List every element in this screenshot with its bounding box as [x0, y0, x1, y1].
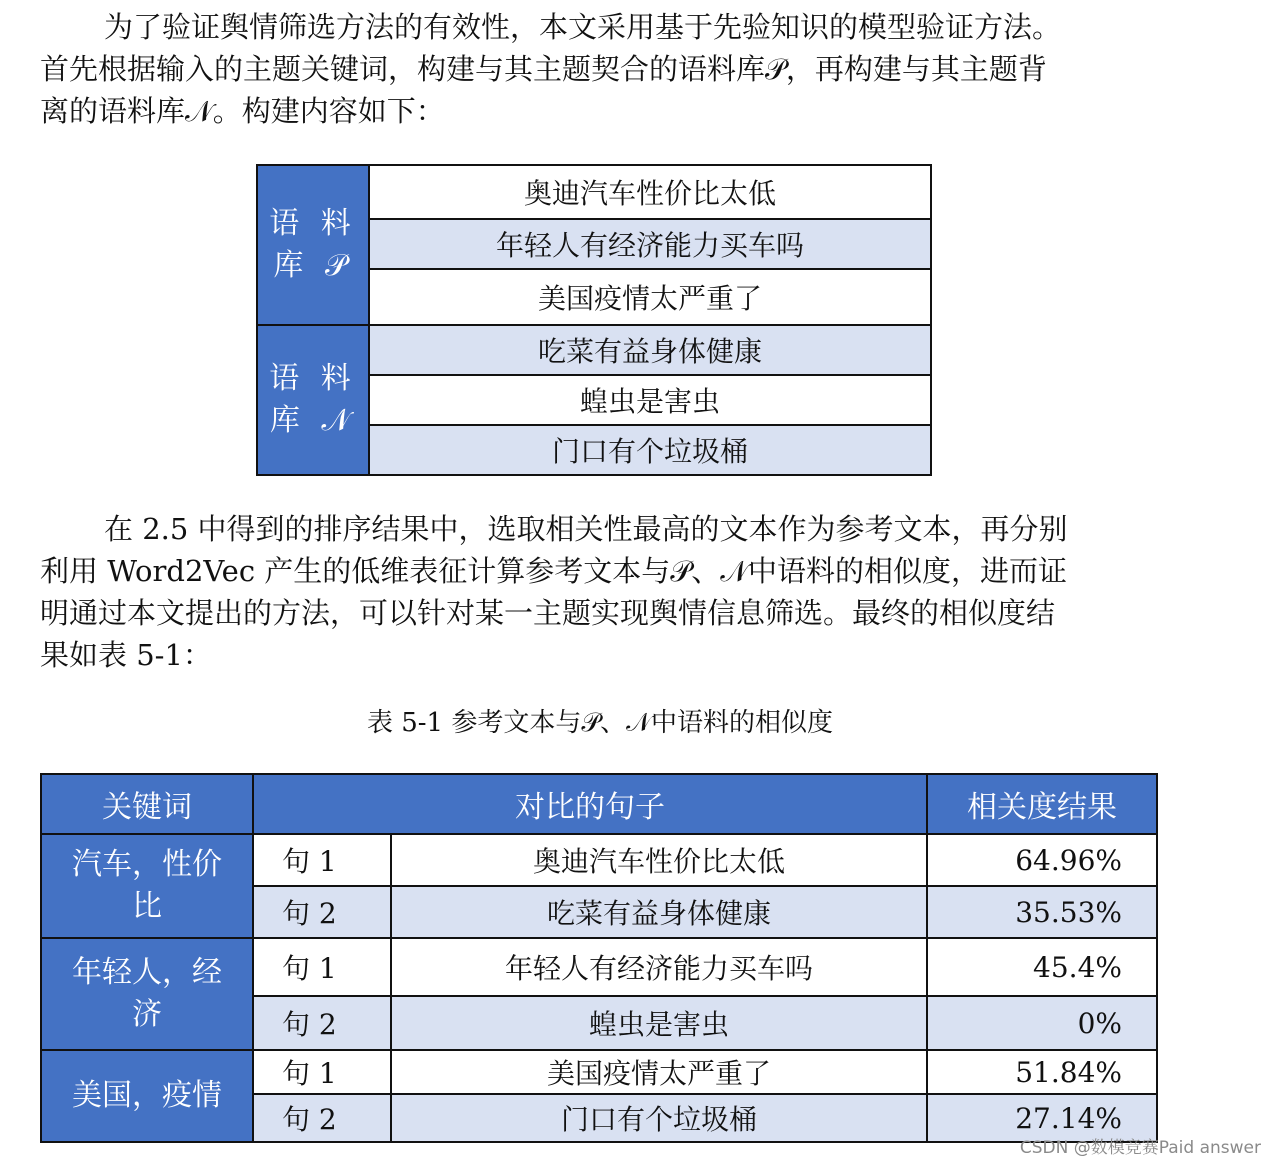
corpus-sentence: 美国疫情太严重了: [369, 269, 931, 325]
corpus-sentence: 奥迪汽车性价比太低: [369, 165, 931, 219]
sentence-id: 句 2: [253, 996, 391, 1050]
sentence-id: 句 2: [253, 1094, 391, 1142]
keyword-cell: 汽车，性价 比: [41, 834, 253, 938]
similarity-table: [40, 773, 1158, 1143]
table-row: [41, 834, 1157, 886]
score-value: 45.4%: [927, 938, 1157, 996]
sentence-text: 奥迪汽车性价比太低: [391, 834, 927, 886]
table-row: [41, 1050, 1157, 1094]
score-value: 35.53%: [927, 886, 1157, 938]
score-value: 27.14%: [927, 1094, 1157, 1142]
sentence-id: 句 1: [253, 938, 391, 996]
paragraph-line: 果如表 5-1：: [40, 638, 212, 672]
paragraph-line: 利用 Word2Vec 产生的低维表征计算参考文本与𝒫、𝒩中语料的相似度，进而证: [40, 554, 1067, 588]
keyword-cell: 年轻人，经 济: [41, 938, 253, 1050]
corpus-sentence: 门口有个垃圾桶: [369, 425, 931, 475]
sentence-id: 句 1: [253, 834, 391, 886]
corpus-sentence: 蝗虫是害虫: [369, 375, 931, 425]
sentence-text: 吃菜有益身体健康: [391, 886, 927, 938]
corpus-n-label: 语 料 库 𝒩: [257, 325, 369, 475]
sentence-id: 句 2: [253, 886, 391, 938]
sentence-text: 门口有个垃圾桶: [391, 1094, 927, 1142]
table-caption: 表 5-1 参考文本与𝒫、𝒩中语料的相似度: [366, 708, 834, 738]
paragraph-line: 在 2.5 中得到的排序结果中，选取相关性最高的文本作为参考文本，再分别: [104, 512, 1068, 546]
corpus-sentence: 吃菜有益身体健康: [369, 325, 931, 375]
header-score: 相关度结果: [927, 774, 1157, 834]
table-row: [41, 938, 1157, 996]
sentence-text: 蝗虫是害虫: [391, 996, 927, 1050]
sentence-id: 句 1: [253, 1050, 391, 1094]
intro-line: 离的语料库𝒩。构建内容如下：: [40, 94, 445, 128]
corpus-p-label: 语 料 库 𝒫: [257, 165, 369, 325]
corpus-sentence: 年轻人有经济能力买车吗: [369, 219, 931, 269]
sentence-text: 年轻人有经济能力买车吗: [391, 938, 927, 996]
intro-line: 首先根据输入的主题关键词，构建与其主题契合的语料库𝒫，再构建与其主题背: [40, 52, 1047, 86]
score-value: 64.96%: [927, 834, 1157, 886]
paragraph-line: 明通过本文提出的方法，可以针对某一主题实现舆情信息筛选。最终的相似度结: [40, 596, 1056, 630]
keyword-cell: 美国，疫情: [41, 1050, 253, 1142]
score-value: 0%: [927, 996, 1157, 1050]
intro-paragraph: [40, 6, 1150, 132]
header-keyword: 关键词: [41, 774, 253, 834]
sentence-text: 美国疫情太严重了: [391, 1050, 927, 1094]
corpus-table: [256, 164, 932, 476]
table-header-row: [41, 774, 1157, 834]
header-sentence: 对比的句子: [253, 774, 927, 834]
watermark: CSDN @数模竞赛Paid answer: [1019, 1138, 1261, 1158]
intro-line: 为了验证舆情筛选方法的有效性，本文采用基于先验知识的模型验证方法。: [104, 10, 1062, 44]
score-value: 51.84%: [927, 1050, 1157, 1094]
second-paragraph: [40, 508, 1150, 676]
